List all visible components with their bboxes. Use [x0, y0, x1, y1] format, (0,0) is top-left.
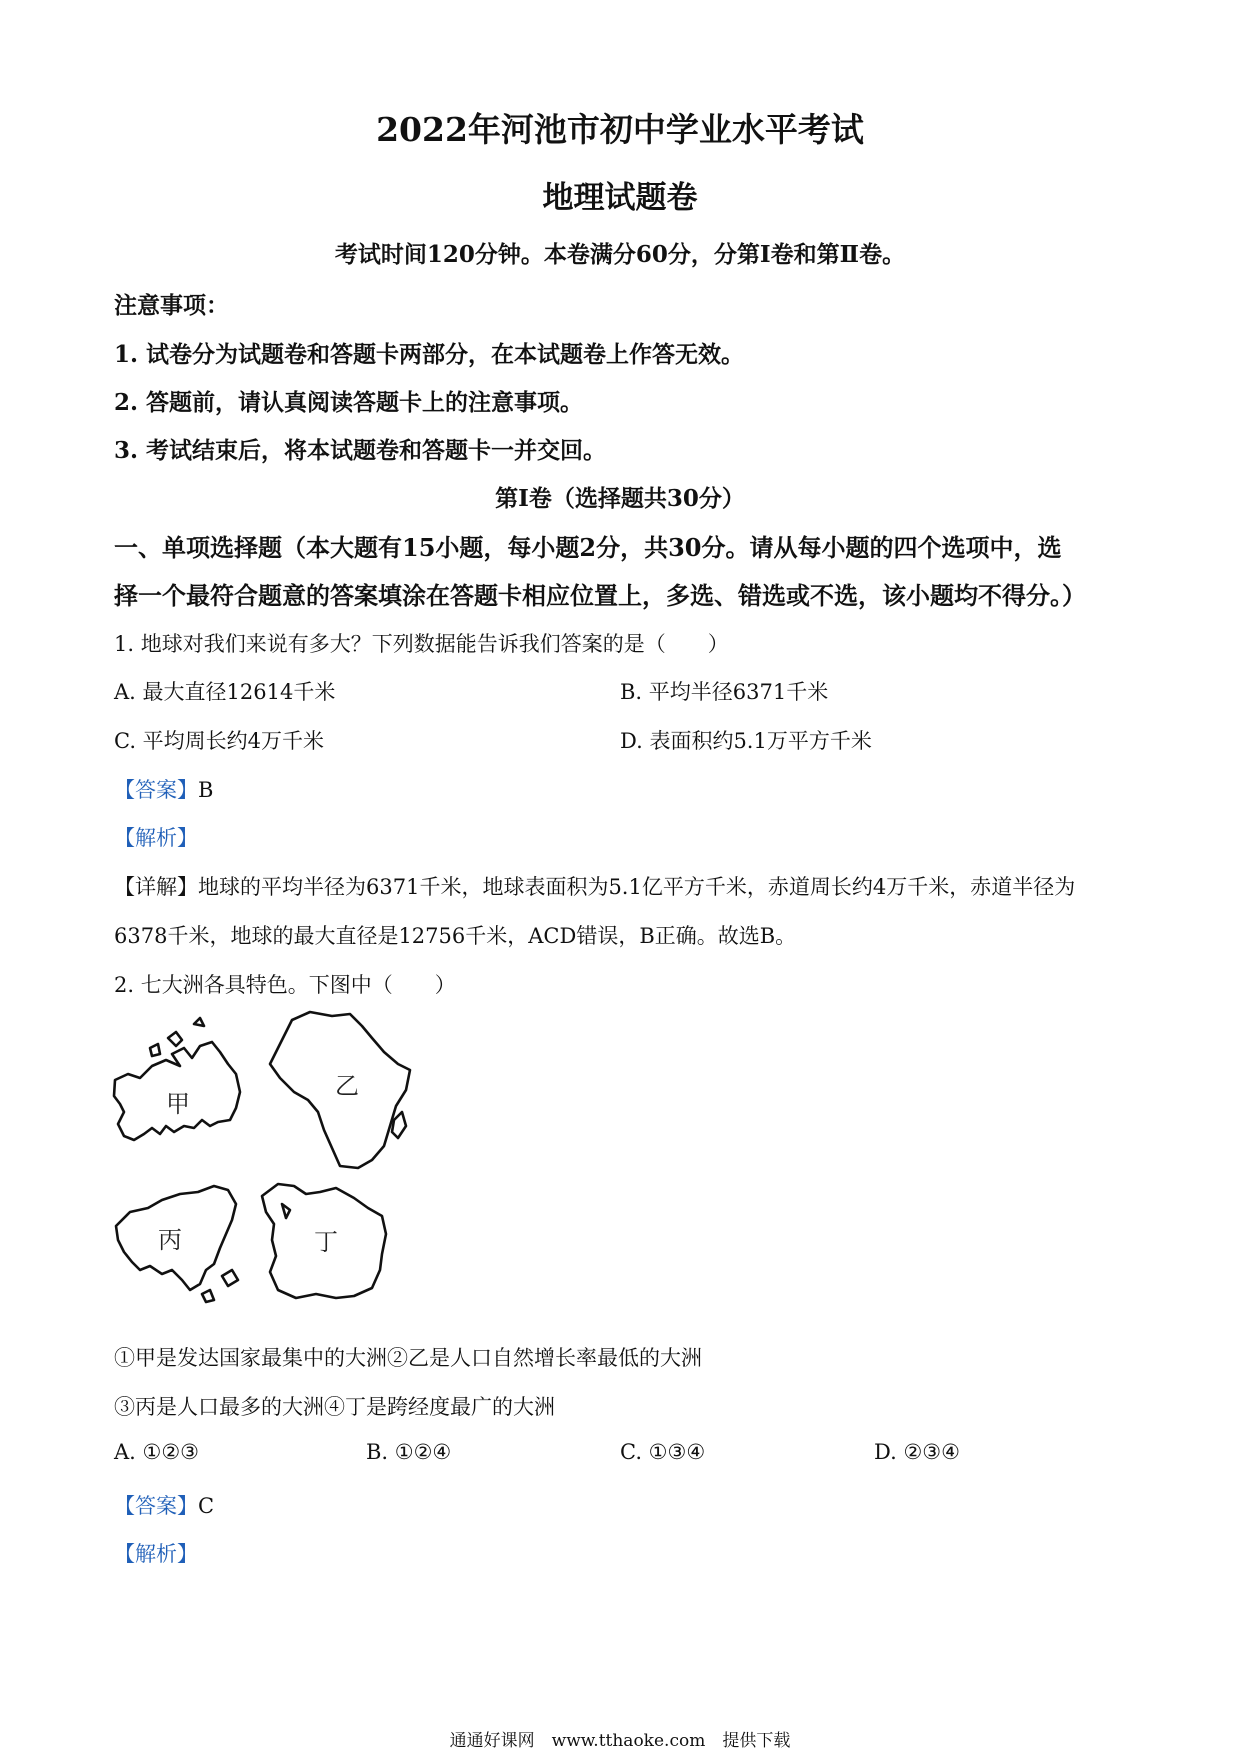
- map-europe: [114, 1018, 240, 1140]
- exam-title: 2022年河池市初中学业水平考试: [376, 110, 864, 149]
- q1-answer-tag: 【答案】: [114, 778, 198, 802]
- q1-detail-line1: [114, 871, 1075, 901]
- map-label-ding: 丁: [314, 1228, 338, 1256]
- q2-option-d: D. ②③④: [874, 1440, 960, 1464]
- map-antarctica: [262, 1184, 386, 1298]
- map-asia: [116, 1186, 238, 1302]
- exam-info: 考试时间120分钟。本卷满分60分，分第Ⅰ卷和第Ⅱ卷。: [334, 241, 906, 268]
- map-africa: [270, 1012, 410, 1168]
- q2-answer-line: [114, 1490, 214, 1520]
- q1-answer-value: B: [198, 778, 214, 802]
- map-label-bing: 丙: [158, 1226, 182, 1254]
- q1-option-d: D. 表面积约5.1万平方千米: [620, 729, 872, 753]
- q2-analysis-tag: 【解析】: [114, 1542, 198, 1566]
- q2-answer-value: C: [198, 1494, 215, 1518]
- q2-statement-2: ③丙是人口最多的大洲④丁是跨经度最广的大洲: [114, 1395, 555, 1419]
- q1-option-b: B. 平均半径6371千米: [620, 680, 829, 704]
- q2-option-b: B. ①②④: [366, 1440, 452, 1464]
- note-item-1: 1. 试卷分为试题卷和答题卡两部分，在本试题卷上作答无效。: [114, 341, 745, 368]
- q2-option-a: A. ①②③: [114, 1440, 199, 1464]
- q1-option-a: A. 最大直径12614千米: [114, 680, 336, 704]
- q2-option-c: C. ①③④: [620, 1440, 706, 1464]
- q1-detail-tag: 【详解】: [114, 875, 198, 899]
- q1-analysis-tag: 【解析】: [114, 826, 198, 850]
- q1-detail-text1: 地球的平均半径为6371千米，地球表面积为5.1亿平方千米，赤道周长约4万千米，赤道半径为: [198, 875, 1076, 899]
- q1-analysis-line: [114, 822, 198, 852]
- q1-detail-line2: 6378千米，地球的最大直径是12756千米，ACD错误，B正确。故选B。: [114, 924, 797, 948]
- map-label-jia: 甲: [166, 1090, 190, 1118]
- q1-stem: 1. 地球对我们来说有多大？下列数据能告诉我们答案的是（ ）: [114, 632, 729, 656]
- q2-statement-1: ①甲是发达国家最集中的大洲②乙是人口自然增长率最低的大洲: [114, 1346, 702, 1370]
- q2-stem: 2. 七大洲各具特色。下图中（ ）: [114, 973, 456, 997]
- notes-heading: 注意事项：: [114, 292, 229, 319]
- q1-option-c: C. 平均周长约4万千米: [114, 729, 325, 753]
- continent-maps: [110, 1008, 450, 1332]
- q2-answer-tag: 【答案】: [114, 1494, 198, 1518]
- note-item-2: 2. 答题前，请认真阅读答题卡上的注意事项。: [114, 389, 584, 416]
- note-item-3: 3. 考试结束后，将本试题卷和答题卡一并交回。: [114, 437, 607, 464]
- section-instruction-line1: 一、单项选择题（本大题有15小题，每小题2分，共30分。请从每小题的四个选项中，选: [114, 533, 1062, 562]
- paper-subtitle: 地理试题卷: [542, 180, 698, 216]
- continent-maps-svg: [110, 1008, 450, 1328]
- q1-answer-line: [114, 774, 213, 804]
- footer-credit: 通通好课网 www.tthaoke.com 提供下载: [449, 1731, 791, 1751]
- section-title: 第Ⅰ卷（选择题共30分）: [495, 485, 745, 512]
- q2-analysis-line: [114, 1538, 198, 1568]
- section-instruction-line2: 择一个最符合题意的答案填涂在答题卡相应位置上，多选、错选或不选，该小题均不得分。）: [114, 581, 1086, 610]
- map-label-yi: 乙: [335, 1072, 359, 1100]
